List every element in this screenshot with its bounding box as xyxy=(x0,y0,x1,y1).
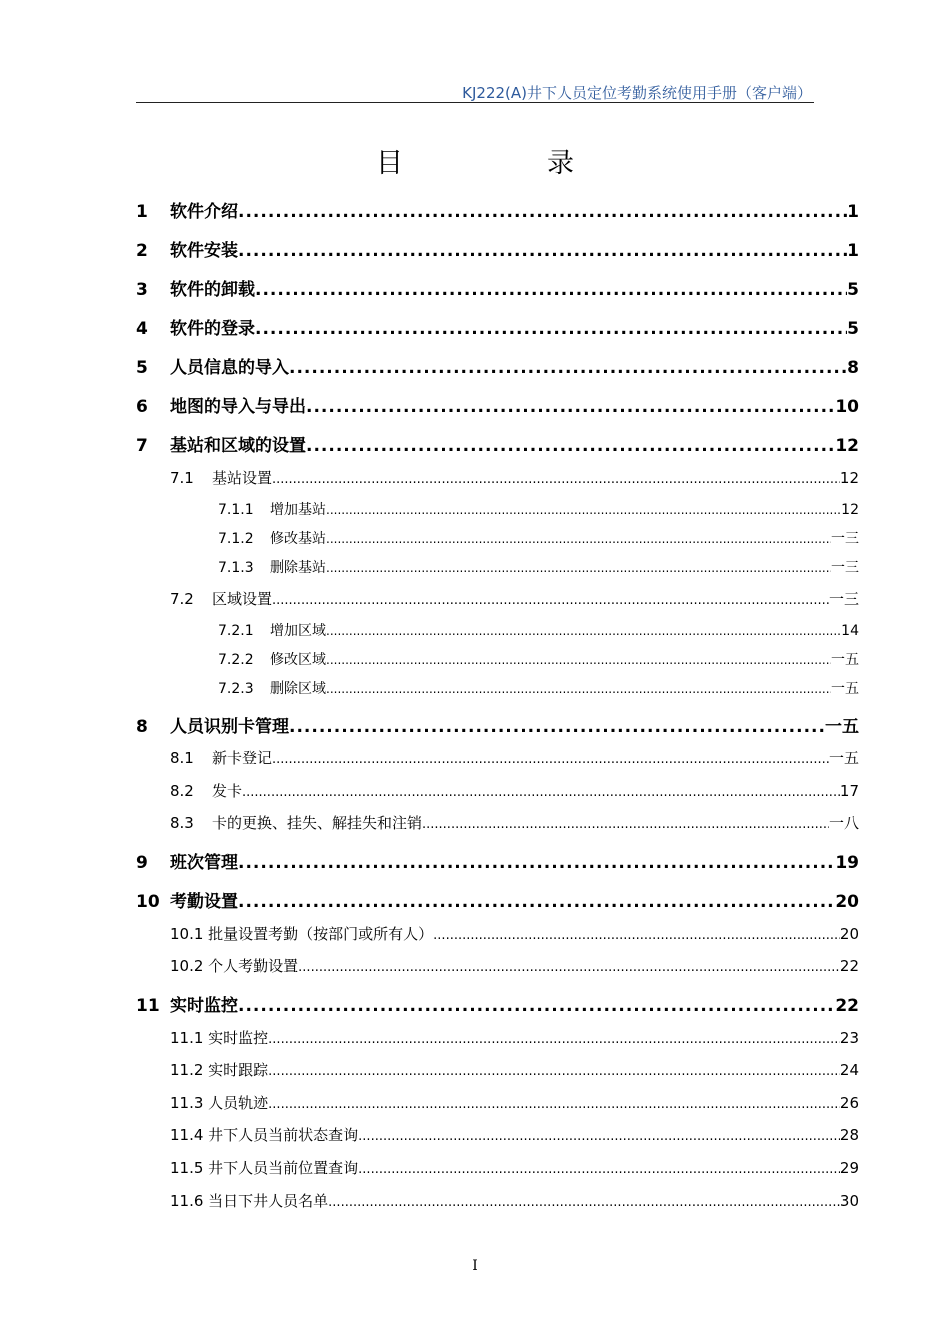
toc-text: 软件的卸载 xyxy=(170,280,255,300)
toc-page: 一三 xyxy=(831,560,859,576)
toc-page: 22 xyxy=(835,996,859,1016)
toc-page: 24 xyxy=(839,1061,859,1079)
toc-text: 考勤设置 xyxy=(170,892,238,912)
dot-leader xyxy=(433,928,840,943)
dot-leader xyxy=(358,1162,840,1177)
toc-entry-1[interactable] xyxy=(136,197,859,223)
dot-leader xyxy=(268,1064,840,1079)
toc-entry-11-3[interactable] xyxy=(170,1092,859,1114)
toc-entry-7-1-2[interactable] xyxy=(218,528,859,548)
toc-number: 7.1.3 xyxy=(218,560,254,576)
toc-text: 地图的导入与导出 xyxy=(170,397,306,417)
toc-text: 软件安装 xyxy=(170,241,238,261)
toc-page: 10 xyxy=(835,397,859,417)
toc-page: 12 xyxy=(835,436,859,456)
toc-text: 增加基站 xyxy=(270,502,326,518)
toc-number: 7.2.3 xyxy=(218,681,254,697)
toc-number: 7.1.2 xyxy=(218,531,254,547)
dot-leader xyxy=(298,960,840,975)
toc-page: 一五 xyxy=(831,652,859,668)
toc-entry-8-3[interactable] xyxy=(170,812,859,834)
toc-entry-8-1[interactable] xyxy=(170,747,859,769)
toc-page: 1 xyxy=(847,202,859,222)
toc-text: 人员识别卡管理 xyxy=(170,717,289,737)
dot-leader xyxy=(255,280,847,300)
toc-number: 7.1.1 xyxy=(218,502,254,518)
dot-leader xyxy=(358,1129,840,1144)
toc-number: 3 xyxy=(136,280,148,300)
toc-text: 11.6 当日下井人员名单 xyxy=(170,1192,329,1210)
dot-leader xyxy=(326,682,831,696)
dot-leader xyxy=(272,752,829,767)
toc-number: 7.2.1 xyxy=(218,623,254,639)
toc-number: 5 xyxy=(136,358,148,378)
toc-entry-11[interactable] xyxy=(136,991,859,1017)
toc-page: 14 xyxy=(841,623,859,639)
toc-page: 26 xyxy=(839,1094,859,1112)
toc-entry-6[interactable] xyxy=(136,392,859,418)
toc-entry-7-2[interactable] xyxy=(170,588,859,610)
toc-entry-11-2[interactable] xyxy=(170,1059,859,1081)
toc-entry-11-6[interactable] xyxy=(170,1190,859,1212)
toc-text: 11.3 人员轨迹 xyxy=(170,1094,269,1112)
toc-text: 11.4 井下人员当前状态查询 xyxy=(170,1126,359,1144)
dot-leader xyxy=(268,1097,840,1112)
toc-text: 软件介绍 xyxy=(170,202,238,222)
toc-text: 区域设置 xyxy=(212,590,273,608)
toc-text: 发卡 xyxy=(212,782,243,800)
toc-page: 5 xyxy=(847,280,859,300)
toc-number: 8.3 xyxy=(170,814,194,832)
toc-page: 一五 xyxy=(825,717,859,737)
toc-text: 11.2 实时跟踪 xyxy=(170,1061,269,1079)
toc-page: 8 xyxy=(847,358,859,378)
toc-entry-7-1-1[interactable] xyxy=(218,499,859,519)
toc-entry-7-2-1[interactable] xyxy=(218,620,859,640)
toc-page: 19 xyxy=(835,853,859,873)
toc-text: 10.2 个人考勤设置 xyxy=(170,957,299,975)
toc-page: 一三 xyxy=(831,531,859,547)
toc-text: 修改基站 xyxy=(270,531,326,547)
dot-leader xyxy=(306,397,835,417)
dot-leader xyxy=(422,817,829,832)
toc-number: 1 xyxy=(136,202,148,222)
toc-page: 一五 xyxy=(828,749,859,767)
toc-text: 删除基站 xyxy=(270,560,326,576)
dot-leader xyxy=(268,1032,840,1047)
page-footer xyxy=(0,1258,950,1274)
toc-page: 一五 xyxy=(831,681,859,697)
dot-leader xyxy=(272,593,829,608)
dot-leader xyxy=(326,653,831,667)
toc-number: 10 xyxy=(136,892,160,912)
toc-number: 8.2 xyxy=(170,782,194,800)
toc-text: 增加区域 xyxy=(270,623,326,639)
toc-page: 28 xyxy=(839,1126,859,1144)
dot-leader xyxy=(238,892,835,912)
dot-leader xyxy=(306,436,835,456)
toc-text: 基站设置 xyxy=(212,469,273,487)
running-header xyxy=(136,80,814,103)
toc-entry-11-1[interactable] xyxy=(170,1027,859,1049)
toc-text: 软件的登录 xyxy=(170,319,255,339)
toc-page: 5 xyxy=(847,319,859,339)
toc-entry-11-5[interactable] xyxy=(170,1157,859,1179)
toc-text: 新卡登记 xyxy=(212,749,273,767)
toc-page: 22 xyxy=(839,957,859,975)
toc-number: 9 xyxy=(136,853,148,873)
toc-title xyxy=(0,146,950,186)
toc-entry-4[interactable] xyxy=(136,314,859,340)
dot-leader xyxy=(238,996,835,1016)
toc-page: 20 xyxy=(839,925,859,943)
dot-leader xyxy=(238,853,835,873)
toc-entry-11-4[interactable] xyxy=(170,1124,859,1146)
dot-leader xyxy=(328,1195,840,1210)
toc-number: 7.2 xyxy=(170,590,194,608)
toc-text: 基站和区域的设置 xyxy=(170,436,306,456)
toc-entry-9[interactable] xyxy=(136,848,859,874)
toc-entry-7[interactable] xyxy=(136,431,859,457)
dot-leader xyxy=(326,503,841,517)
toc-entry-10[interactable] xyxy=(136,887,859,913)
toc-entry-2[interactable] xyxy=(136,236,859,262)
toc-text: 实时监控 xyxy=(170,996,238,1016)
toc-entry-7-1[interactable] xyxy=(170,467,859,489)
dot-leader xyxy=(326,532,831,546)
toc-page: 20 xyxy=(835,892,859,912)
toc-page: 29 xyxy=(839,1159,859,1177)
dot-leader xyxy=(272,472,840,487)
toc-page: 17 xyxy=(839,782,859,800)
header-title: KJ222(A)井下人员定位考勤系统使用手册（客户端） xyxy=(462,84,812,102)
dot-leader xyxy=(255,319,847,339)
toc-page: 23 xyxy=(839,1029,859,1047)
toc-page: 一三 xyxy=(828,590,859,608)
toc-entry-7-2-3[interactable] xyxy=(218,678,859,698)
toc-text: 11.5 井下人员当前位置查询 xyxy=(170,1159,359,1177)
toc-title-char-1: 目 xyxy=(376,148,403,179)
dot-leader xyxy=(326,561,831,575)
toc-entry-3[interactable] xyxy=(136,275,859,301)
toc-entry-10-1[interactable] xyxy=(170,923,859,945)
toc-text: 删除区域 xyxy=(270,681,326,697)
toc-entry-5[interactable] xyxy=(136,353,859,379)
dot-leader xyxy=(289,358,847,378)
toc-number: 4 xyxy=(136,319,148,339)
toc-page: 30 xyxy=(839,1192,859,1210)
toc-number: 8 xyxy=(136,717,148,737)
dot-leader xyxy=(238,202,847,222)
page-number: I xyxy=(472,1258,478,1274)
toc-text: 10.1 批量设置考勤（按部门或所有人） xyxy=(170,925,434,943)
dot-leader xyxy=(238,241,847,261)
toc-number: 7 xyxy=(136,436,148,456)
toc-text: 11.1 实时监控 xyxy=(170,1029,269,1047)
toc-entry-8-2[interactable] xyxy=(170,780,859,802)
dot-leader xyxy=(326,624,841,638)
toc-number: 11 xyxy=(136,996,160,1016)
toc-text: 卡的更换、挂失、解挂失和注销 xyxy=(212,814,423,832)
toc-number: 7.2.2 xyxy=(218,652,254,668)
toc-text: 修改区域 xyxy=(270,652,326,668)
dot-leader xyxy=(242,785,840,800)
toc-page: 一八 xyxy=(828,814,859,832)
toc-number: 8.1 xyxy=(170,749,194,767)
toc-number: 7.1 xyxy=(170,469,194,487)
toc-number: 6 xyxy=(136,397,148,417)
toc-page: 1 xyxy=(847,241,859,261)
toc-entry-10-2[interactable] xyxy=(170,955,859,977)
toc-page: 12 xyxy=(839,469,859,487)
toc-entry-8[interactable] xyxy=(136,712,859,738)
dot-leader xyxy=(289,717,825,737)
toc-title-char-2: 录 xyxy=(547,148,574,179)
toc-number: 2 xyxy=(136,241,148,261)
toc-text: 人员信息的导入 xyxy=(170,358,289,378)
toc-entry-7-2-2[interactable] xyxy=(218,649,859,669)
toc-entry-7-1-3[interactable] xyxy=(218,557,859,577)
toc-page: 12 xyxy=(841,502,859,518)
toc-text: 班次管理 xyxy=(170,853,238,873)
